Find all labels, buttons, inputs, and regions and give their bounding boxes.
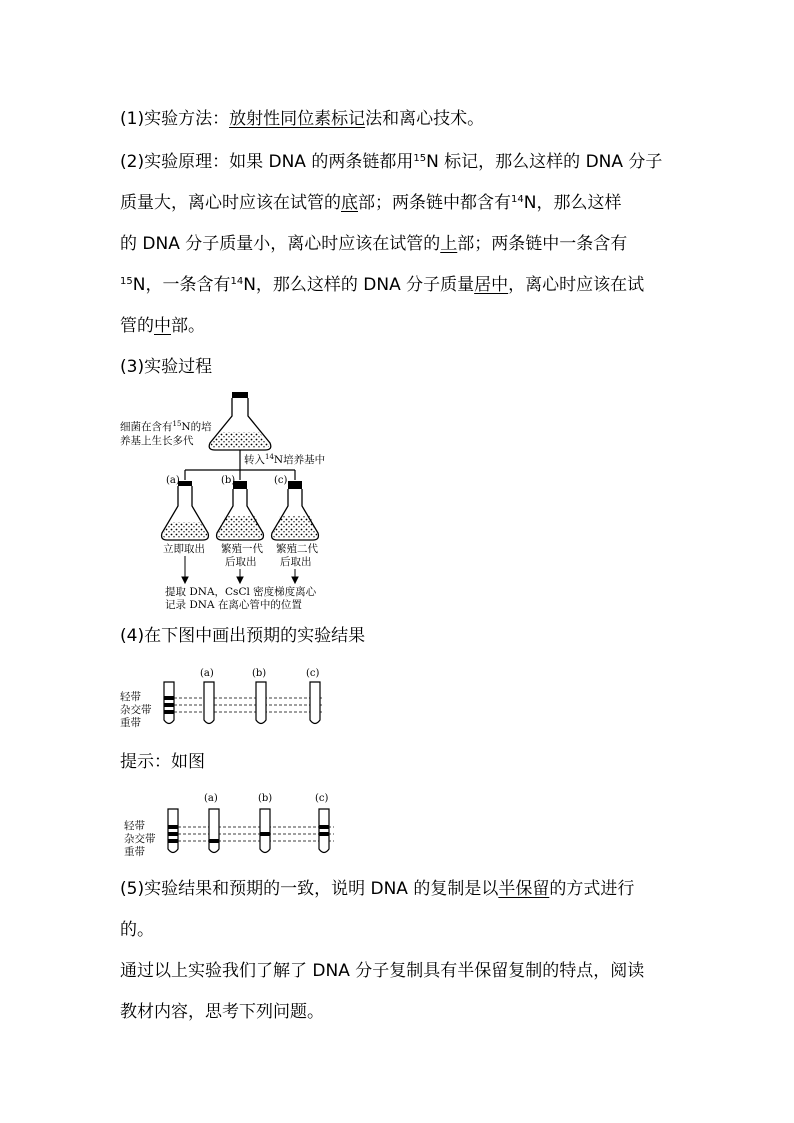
blank-tubes-diagram [118, 662, 338, 730]
procedure-line2: 记录 DNA 在离心管中的位置 [165, 599, 302, 611]
flask-c-label: (c) [274, 475, 288, 486]
label-heavy-band: 重带 [120, 717, 141, 729]
flask-a [162, 481, 209, 540]
transfer-label: 转入$^{14}$N培养基中 [244, 453, 326, 466]
expected-result-title: (4)在下图中画出预期的实验结果 [120, 626, 366, 646]
answer-tube-a [209, 809, 219, 853]
answer-tube-c [319, 809, 329, 853]
parent-label-line2: 养基上生长多代 [120, 435, 194, 447]
answer-bottom: 底 [341, 193, 358, 213]
closing-line-2: 教材内容，思考下列问题。 [120, 1002, 324, 1022]
parent-label-line1: 细菌在含有$^{15}$N的培 [120, 420, 212, 433]
parent-flask [209, 392, 271, 450]
hint-line: 提示：如图 [120, 752, 205, 772]
principle-line-5: 管的中部。 [120, 316, 205, 336]
flask-a-label: (a) [166, 475, 180, 486]
caption-b-line1: 繁殖一代 [221, 543, 263, 555]
caption-b-line2: 后取出 [225, 556, 257, 568]
answer-tube-b [260, 809, 270, 853]
experiment-process-diagram [115, 388, 355, 614]
conclusion-line-2: 的。 [120, 920, 154, 940]
principle-line-2: 质量大，离心时应该在试管的底部；两条链中都含有$^{14}$N，那么这样 [120, 193, 622, 213]
process-title: (3)实验过程 [120, 357, 213, 377]
caption-c-line2: 后取出 [280, 556, 312, 568]
answer-tube-b-label: (b) [258, 793, 273, 804]
label-light-band: 轻带 [120, 691, 141, 703]
closing-line-1: 通过以上实验我们了解了 DNA 分子复制具有半保留复制的特点，阅读 [120, 961, 645, 981]
method-line: (1)实验方法：放射性同位素标记法和离心技术。 [120, 109, 485, 129]
conclusion-line-1: (5)实验结果和预期的一致，说明 DNA 的复制是以半保留的方式进行 [120, 879, 635, 899]
principle-line-1: (2)实验原理：如果 DNA 的两条链都用$^{15}$N 标记，那么这样的 DNA 分子 [120, 152, 663, 172]
tube-a-label: (a) [200, 668, 214, 679]
caption-c-line1: 繁殖二代 [276, 543, 318, 555]
answer-tube-a-label: (a) [204, 793, 218, 804]
caption-a: 立即取出 [163, 543, 205, 555]
answer-tubes-diagram [122, 787, 348, 859]
answer-method: 放射性同位素标记 [229, 109, 366, 129]
label-hybrid-band: 杂交带 [120, 704, 152, 716]
principle-line-4: $^{15}$N，一条含有$^{14}$N，那么这样的 DNA 分子质量居中，离心时应该在试 [120, 275, 645, 295]
answer-semiconservative: 半保留 [498, 879, 550, 899]
answer-label-hybrid: 杂交带 [124, 833, 156, 845]
answer-label-light: 轻带 [124, 820, 145, 832]
reference-tube [164, 682, 174, 724]
answer-tube-c-label: (c) [315, 793, 329, 804]
blank-tube-c [310, 682, 320, 724]
answer-middle: 居中 [474, 275, 509, 295]
principle-line-3: 的 DNA 分子质量小，离心时应该在试管的上部；两条链中一条含有 [120, 234, 628, 254]
blank-tube-a [204, 682, 214, 724]
flask-c [272, 481, 319, 540]
tube-b-label: (b) [252, 668, 267, 679]
flask-b-label: (b) [221, 475, 236, 486]
procedure-line1: 提取 DNA，CsCl 密度梯度离心 [165, 586, 317, 598]
flask-b [217, 481, 264, 540]
blank-tube-b [256, 682, 266, 724]
tube-c-label: (c) [306, 668, 320, 679]
answer-middle-2: 中 [154, 316, 171, 336]
answer-label-heavy: 重带 [124, 846, 145, 858]
answer-reference-tube [168, 809, 178, 853]
answer-top: 上 [440, 234, 458, 254]
